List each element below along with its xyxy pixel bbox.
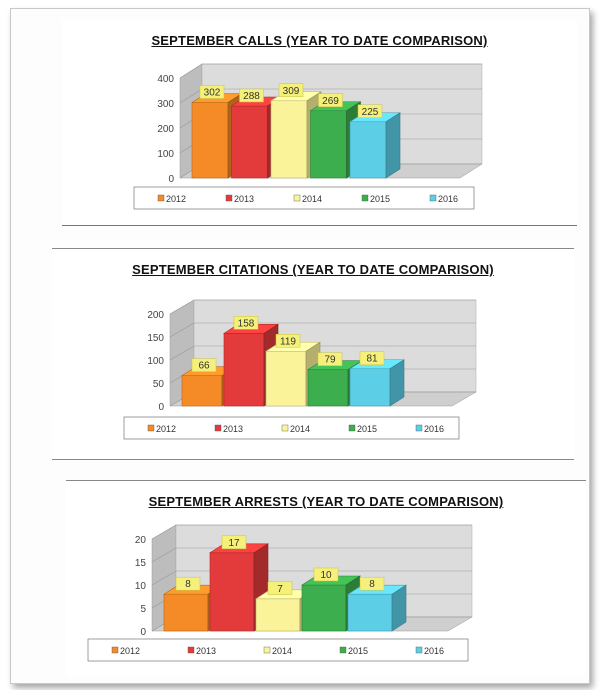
legend-label-2015: 2015	[348, 646, 369, 656]
legend-swatch-2013	[215, 425, 221, 431]
bar-2013	[210, 553, 254, 631]
citations-chart-panel	[52, 248, 574, 460]
data-label: 225	[361, 106, 379, 118]
legend-label-2013: 2013	[196, 646, 217, 656]
legend-label-2014: 2014	[272, 646, 293, 656]
arrests-bar-chart	[66, 481, 586, 676]
y-tick-label: 400	[157, 74, 174, 85]
calls-chart-panel	[62, 20, 577, 226]
data-label: 66	[198, 360, 210, 372]
data-label: 79	[324, 354, 336, 366]
data-label: 269	[322, 95, 339, 107]
y-tick-label: 50	[152, 379, 164, 390]
data-label: 10	[320, 570, 332, 581]
legend-swatch-2013	[226, 195, 232, 201]
data-label: 17	[228, 537, 240, 549]
legend-swatch-2012	[112, 647, 118, 653]
data-label: 302	[203, 87, 221, 99]
y-tick-label: 0	[140, 627, 146, 638]
calls-bar-chart	[62, 20, 577, 225]
y-tick-label: 150	[147, 333, 164, 344]
legend-swatch-2016	[416, 647, 422, 653]
bar-2012	[182, 376, 222, 406]
data-label: 8	[185, 579, 191, 591]
y-tick-label: 15	[134, 558, 146, 569]
data-label: 158	[237, 318, 255, 330]
data-label: 309	[282, 85, 300, 97]
bar-2015	[302, 585, 346, 631]
legend-label-2013: 2013	[234, 194, 255, 204]
bar-2015	[308, 370, 348, 406]
data-label: 288	[243, 91, 260, 102]
legend-swatch-2012	[158, 195, 164, 201]
data-label: 8	[369, 579, 375, 591]
y-tick-label: 20	[134, 535, 146, 546]
data-label: 7	[277, 583, 283, 595]
legend-label-2015: 2015	[370, 194, 391, 204]
legend-swatch-2013	[188, 647, 194, 653]
legend-label-2016: 2016	[438, 194, 459, 204]
legend-swatch-2012	[148, 425, 154, 431]
data-label: 119	[280, 336, 296, 348]
y-tick-label: 0	[158, 402, 164, 413]
legend-swatch-2014	[282, 425, 288, 431]
bar-2016	[348, 594, 392, 631]
legend-label-2015: 2015	[357, 424, 378, 434]
legend-label-2012: 2012	[166, 194, 187, 204]
y-tick-label: 100	[147, 356, 164, 367]
legend-swatch-2016	[416, 425, 422, 431]
bar-2016	[350, 369, 390, 406]
legend-label-2012: 2012	[156, 424, 177, 434]
legend-swatch-2014	[294, 195, 300, 201]
legend-label-2016: 2016	[424, 646, 445, 656]
legend-label-2012: 2012	[120, 646, 141, 656]
y-tick-label: 100	[157, 149, 174, 160]
bar-2014	[266, 351, 306, 406]
bar-2014	[256, 599, 300, 631]
arrests-chart-panel	[66, 480, 586, 676]
y-tick-label: 10	[134, 581, 146, 592]
y-tick-label: 5	[140, 604, 146, 615]
citations-chart-title: SEPTEMBER CITATIONS (YEAR TO DATE COMPARISON)	[132, 262, 494, 277]
y-tick-label: 300	[157, 99, 174, 110]
arrests-chart-title: SEPTEMBER ARRESTS (YEAR TO DATE COMPARISON)	[148, 494, 504, 509]
legend-swatch-2016	[430, 195, 436, 201]
bar-2016	[350, 122, 386, 178]
legend-label-2014: 2014	[302, 194, 323, 204]
legend-swatch-2014	[264, 647, 270, 653]
data-label: 81	[366, 353, 378, 365]
bar-2014	[271, 101, 307, 178]
y-tick-label: 200	[157, 124, 174, 135]
legend-label-2014: 2014	[290, 424, 311, 434]
legend-swatch-2015	[349, 425, 355, 431]
calls-chart-title: SEPTEMBER CALLS (YEAR TO DATE COMPARISON)	[151, 33, 488, 48]
bar-side-2016	[386, 113, 400, 178]
bar-2013	[224, 333, 264, 406]
legend-label-2016: 2016	[424, 424, 445, 434]
bar-2012	[192, 103, 228, 179]
y-tick-label: 200	[147, 310, 164, 321]
bar-2012	[164, 594, 208, 631]
citations-bar-chart	[52, 249, 574, 459]
y-tick-label: 0	[168, 174, 174, 185]
legend-swatch-2015	[362, 195, 368, 201]
bar-2015	[311, 111, 347, 178]
legend-swatch-2015	[340, 647, 346, 653]
bar-2013	[232, 106, 268, 178]
legend-label-2013: 2013	[223, 424, 244, 434]
